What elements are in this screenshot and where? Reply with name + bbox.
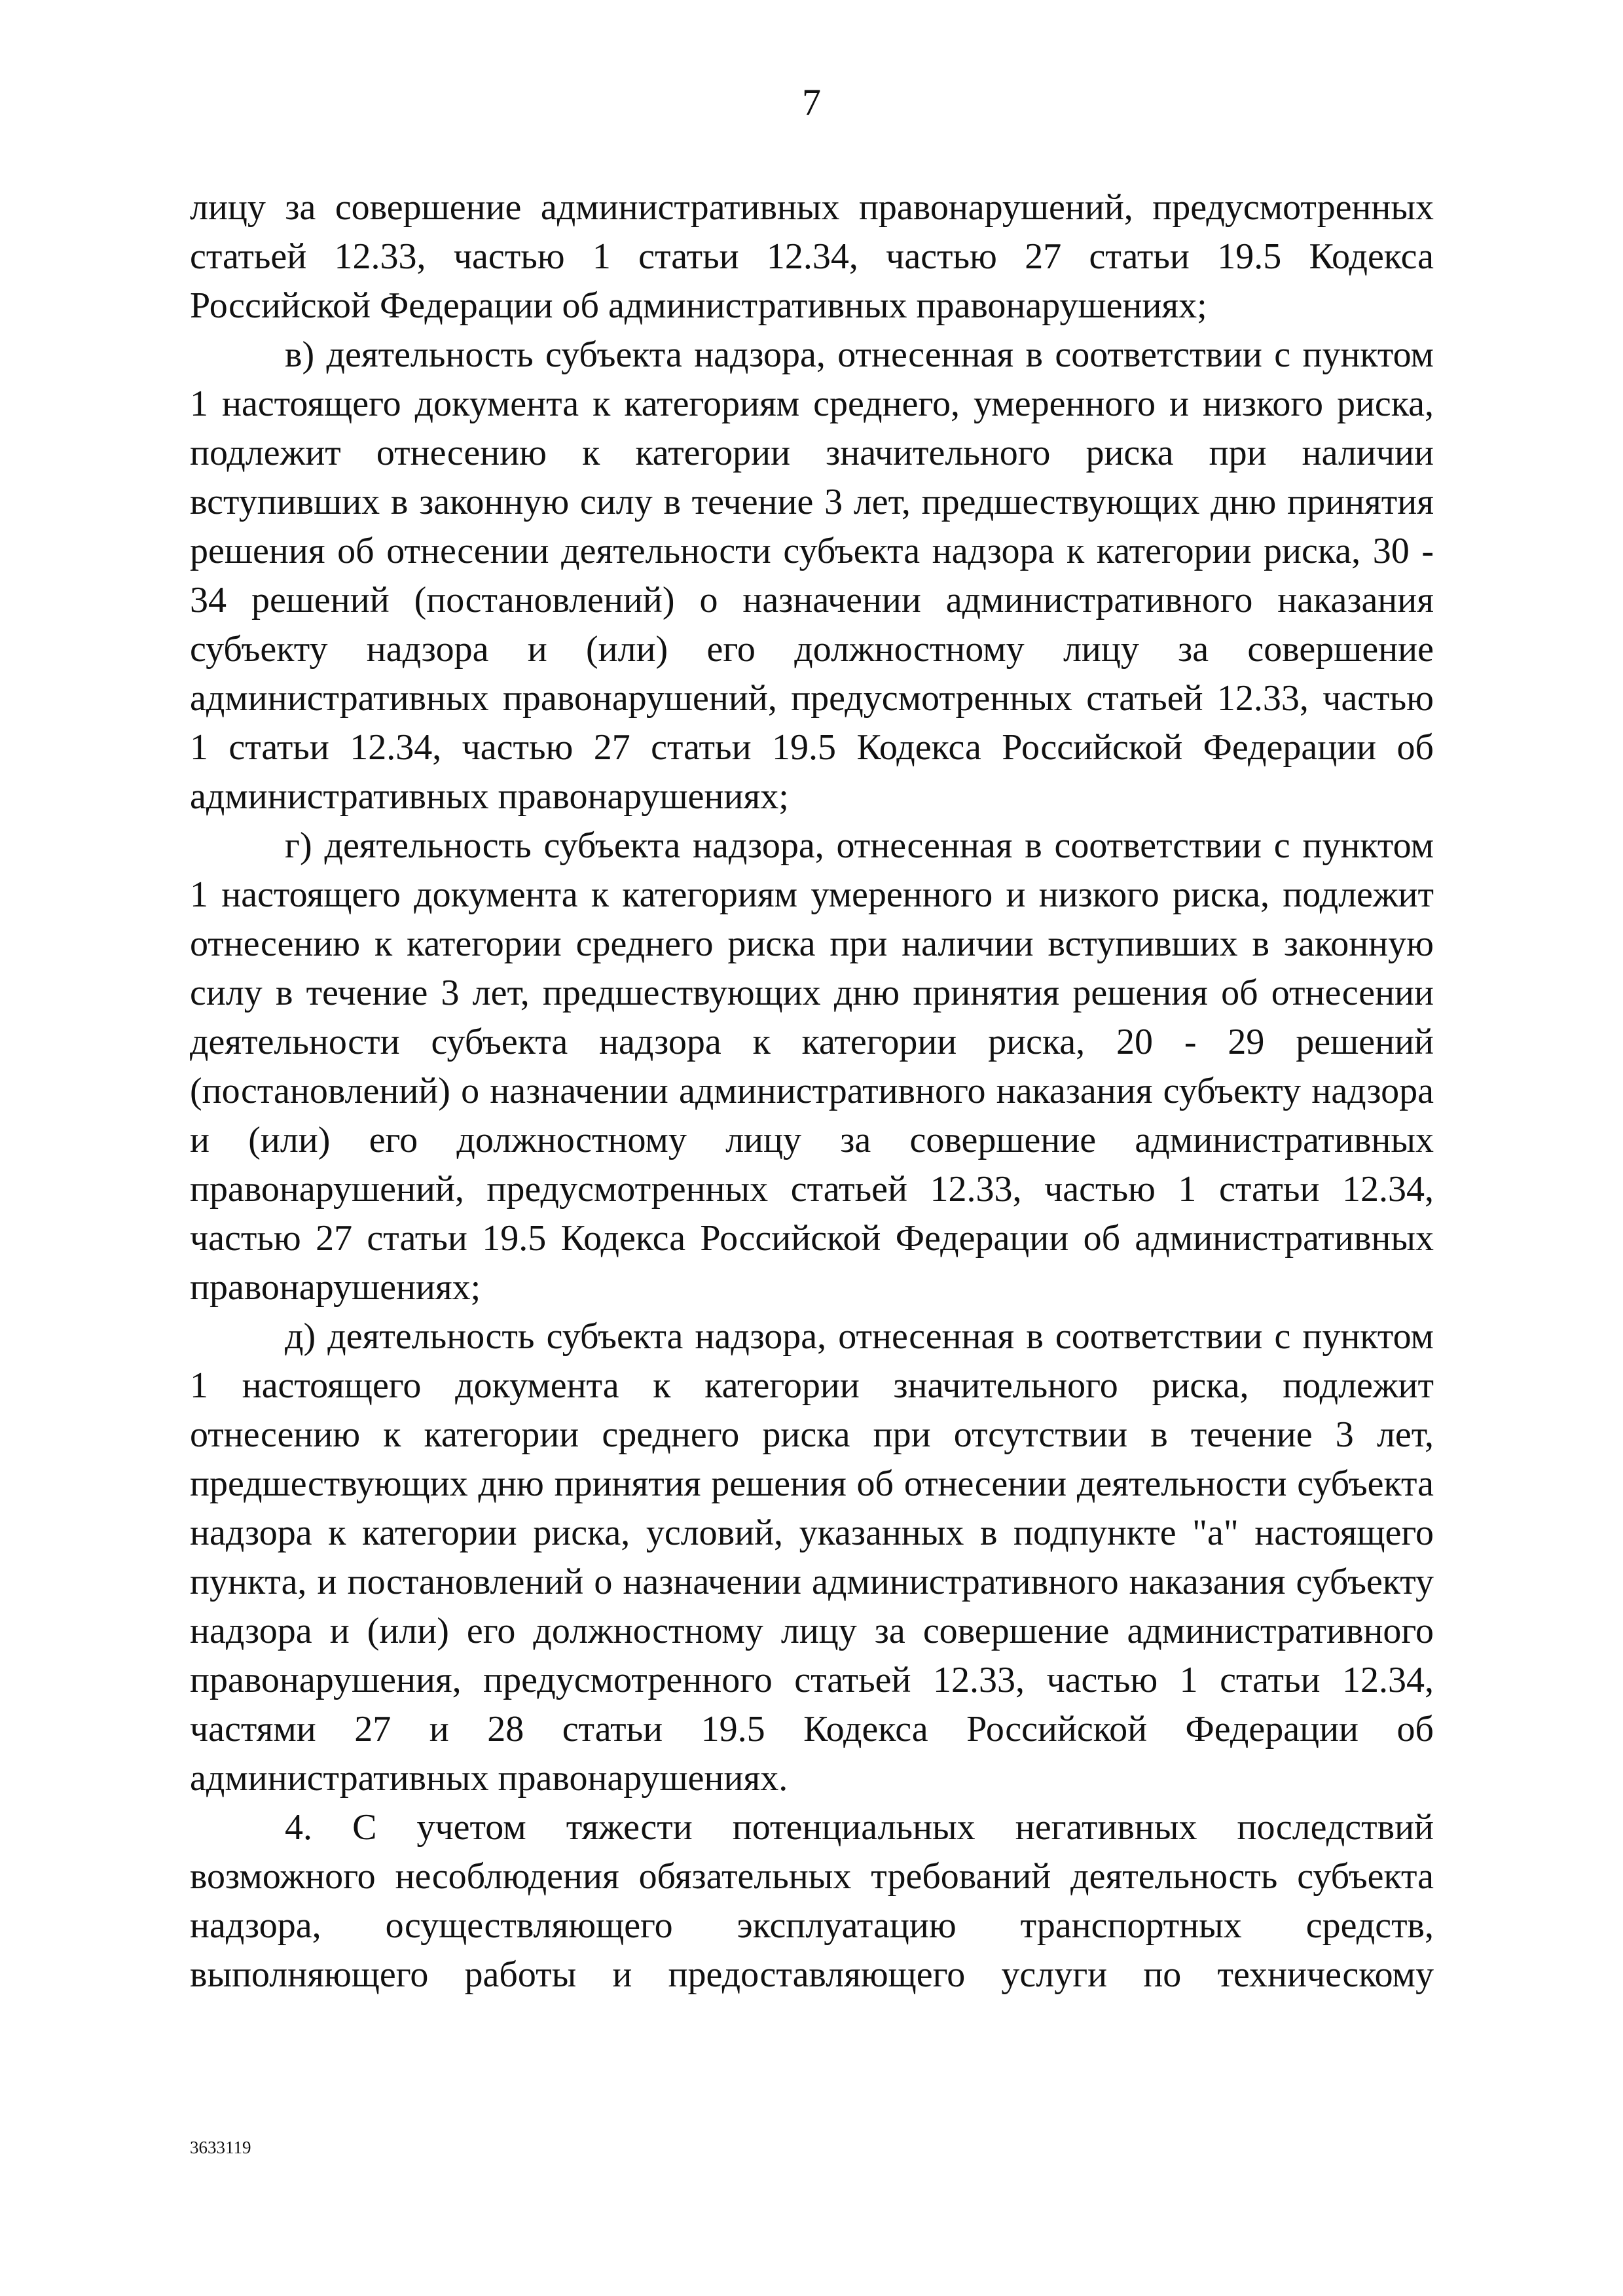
paragraph-subitem-g: г) деятельность субъекта надзора, отнесенная в соответствии с пунктом 1 настоящего документа к категориям умеренного и низкого риска, подлежит отнесению к категории среднего риска при наличии вступивших в законную силу в течение 3 лет, предшествующих дню принятия решения об отнесении деятельности субъекта надзора к категории риска, 20 - 29 решений (постановлений) о назначении административного наказания субъекту надзора и (или) его должностному лицу за совершение административных правонарушений, предусмотренных статьей 12.33, частью 1 статьи 12.34, частью 27 статьи 19.5 Кодекса Российской Федерации об административных правонарушениях; bbox=[190, 825, 1434, 1308]
document-body bbox=[190, 183, 1434, 2000]
paragraph-continuation: лицу за совершение административных правонарушений, предусмотренных статьей 12.33, частью 1 статьи 12.34, частью 27 статьи 19.5 Кодекса Российской Федерации об административных правонарушениях; bbox=[190, 187, 1434, 326]
page-number: 7 bbox=[802, 81, 821, 124]
paragraph-item-4: 4. С учетом тяжести потенциальных негативных последствий возможного несоблюдения обязательных требований деятельность субъекта надзора, осуществляющего эксплуатацию транспортных средств, выполняющего работы и предоставляющего услуги по техническому bbox=[190, 1807, 1434, 1995]
document-code: 3633119 bbox=[190, 2138, 251, 2157]
paragraph-subitem-v: в) деятельность субъекта надзора, отнесенная в соответствии с пунктом 1 настоящего документа к категориям среднего, умеренного и низкого риска, подлежит отнесению к категории значительного риска при наличии вступивших в законную силу в течение 3 лет, предшествующих дню принятия решения об отнесении деятельности субъекта надзора к категории риска, 30 - 34 решений (постановлений) о назначении административного наказания субъекту надзора и (или) его должностному лицу за совершение административных правонарушений, предусмотренных статьей 12.33, частью 1 статьи 12.34, частью 27 статьи 19.5 Кодекса Российской Федерации об административных правонарушениях; bbox=[190, 334, 1434, 817]
paragraph-subitem-d: д) деятельность субъекта надзора, отнесенная в соответствии с пунктом 1 настоящего документа к категории значительного риска, подлежит отнесению к категории среднего риска при отсутствии в течение 3 лет, предшествующих дню принятия решения об отнесении деятельности субъекта надзора к категории риска, условий, указанных в подпункте "а" настоящего пункта, и постановлений о назначении административного наказания субъекту надзора и (или) его должностному лицу за совершение административного правонарушения, предусмотренного статьей 12.33, частью 1 статьи 12.34, частями 27 и 28 статьи 19.5 Кодекса Российской Федерации об административных правонарушениях. bbox=[190, 1316, 1434, 1799]
